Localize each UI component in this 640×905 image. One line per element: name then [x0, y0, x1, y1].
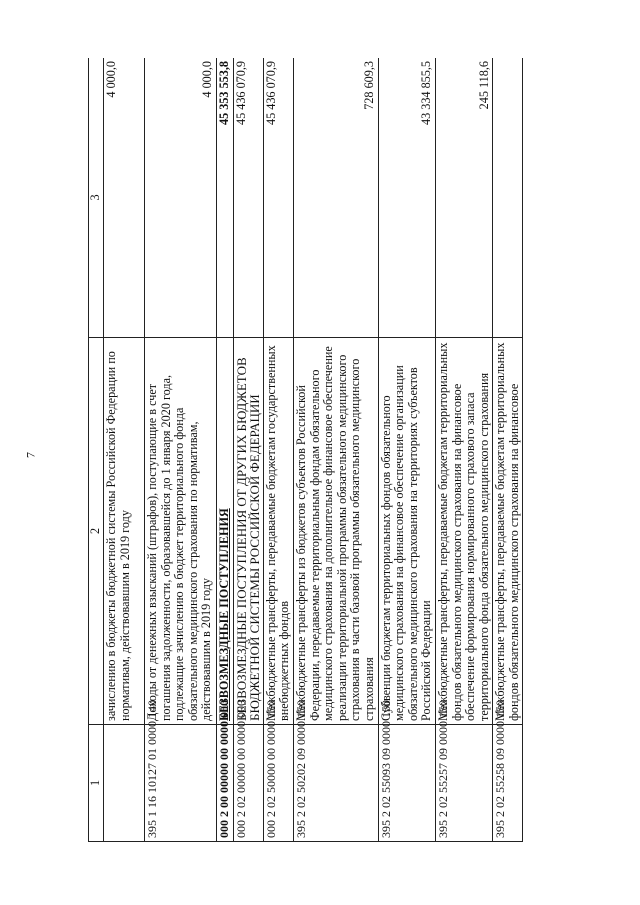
row-code: 395 2 02 50202 09 0000 150: [293, 725, 378, 842]
row-amount: [493, 58, 523, 338]
row-code: 000 2 00 00000 00 0000 000: [217, 725, 234, 842]
rotated-table-wrapper: [88, 58, 564, 842]
row-code: [104, 725, 145, 842]
header-col-2: 2: [89, 338, 104, 725]
row-amount: 4 000,0: [145, 58, 217, 338]
row-code: 000 2 02 00000 00 0000 000: [233, 725, 263, 842]
table-sheet: [88, 58, 564, 842]
row-text: БЕЗВОЗМЕЗДНЫЕ ПОСТУПЛЕНИЯ ОТ ДРУГИХ БЮДЖЕТОВ БЮДЖЕТНОЙ СИСТЕМЫ РОССИЙСКОЙ ФЕДЕРАЦИИ: [233, 338, 263, 725]
row-code: 395 2 02 55258 09 0000 150: [493, 725, 523, 842]
table-row: [435, 58, 492, 842]
row-text: БЕЗВОЗМЕЗДНЫЕ ПОСТУПЛЕНИЯ: [217, 338, 234, 725]
row-amount: 43 334 855,5: [378, 58, 435, 338]
table-row: [145, 58, 217, 842]
table-row: [233, 58, 263, 842]
row-text: Межбюджетные трансферты, передаваемые бюджетам государственных внебюджетных фондов: [263, 338, 293, 725]
table-row: [263, 58, 293, 842]
row-amount: 245 118,6: [435, 58, 492, 338]
header-col-1: 1: [89, 725, 104, 842]
row-text: Субвенции бюджетам территориальных фондов обязательного медицинского страхования на финансовое обеспечение организации обязательного медицинского страхования на территориях субъектов Российской Федерации: [378, 338, 435, 725]
table-row: [378, 58, 435, 842]
table-row: [493, 58, 523, 842]
row-code: 000 2 02 50000 00 0000 150: [263, 725, 293, 842]
row-amount: 728 609,3: [293, 58, 378, 338]
row-text: Межбюджетные трансферты, передаваемые бюджетам территориальных фондов обязательного медицинского страхования на финансовое: [493, 338, 523, 725]
row-amount: 4 000,0: [104, 58, 145, 338]
header-col-3: 3: [89, 58, 104, 338]
row-code: 395 1 16 10127 01 0000 140: [145, 725, 217, 842]
header-row: [89, 58, 104, 842]
revenue-table: [88, 58, 523, 842]
row-amount: 45 436 070,9: [263, 58, 293, 338]
row-text: зачислению в бюджеты бюджетной системы Российской Федерации по нормативам, действовавшим в 2019 году: [104, 338, 145, 725]
table-row: [104, 58, 145, 842]
row-code: 395 2 02 55257 09 0000 150: [435, 725, 492, 842]
row-text: Межбюджетные трансферты, передаваемые бюджетам территориальных фондов обязательного медицинского страхования на финансовое обеспечение формирования нормированного страхового запаса территориального фонда обязательного медицинского страхования: [435, 338, 492, 725]
row-amount: 45 353 553,8: [217, 58, 234, 338]
row-text: Доходы от денежных взысканий (штрафов), поступающие в счет погашения задолженности, образовавшейся до 1 января 2020 года, подлежащие зачислению в бюджет территориального фонда обязательного медицинского страхования по нормативам, действовавшим в 2019 году: [145, 338, 217, 725]
table-row: [217, 58, 234, 842]
row-amount: 45 436 070,9: [233, 58, 263, 338]
table-row: [293, 58, 378, 842]
row-code: 395 2 02 55093 09 0000 150: [378, 725, 435, 842]
row-text: Межбюджетные трансферты из бюджетов субъектов Российской Федерации, передаваемые территориальным фондам обязательного медицинского страхования на дополнительное финансовое обеспечение реализации территориальной программы обязательного медицинского страхования в части базовой программы обязательного медицинского страхования: [293, 338, 378, 725]
page-number: 7: [23, 452, 38, 458]
